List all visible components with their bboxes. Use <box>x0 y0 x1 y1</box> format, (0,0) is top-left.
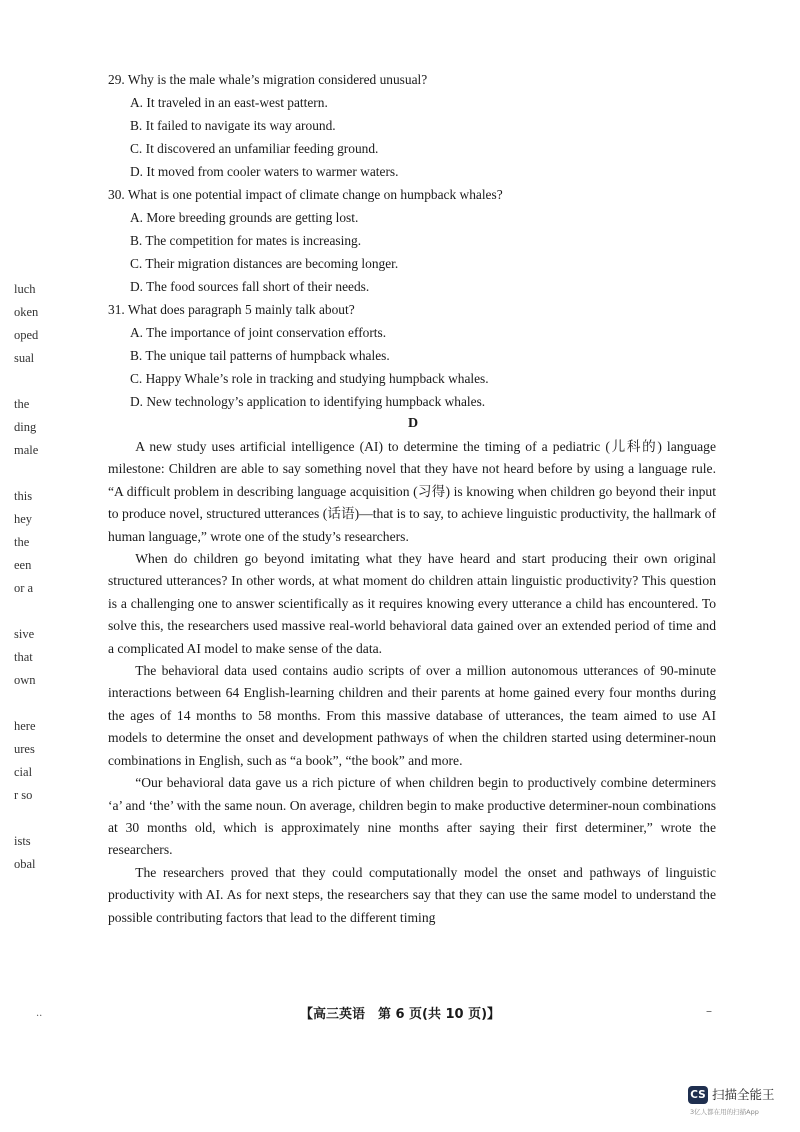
margin-fragment: here <box>14 719 36 733</box>
margin-fragment: ding <box>14 420 37 434</box>
margin-fragment: this <box>14 489 33 503</box>
option-d: D. New technology’s application to identifying humpback whales. <box>130 394 486 409</box>
option-d: D. It moved from cooler waters to warmer waters. <box>130 164 399 179</box>
margin-fragment: r so <box>14 788 33 802</box>
left-margin-fragments <box>14 278 48 876</box>
margin-fragment: that <box>14 650 33 664</box>
margin-fragment <box>14 600 48 623</box>
option-a: A. More breeding grounds are getting lost. <box>130 210 359 225</box>
paragraph-4: “Our behavioral data gave us a rich picture of when children begin to productively combine determiners ‘a’ and ‘the’ with the same noun. On average, children begin to make productive determiner-noun combinations at 30 months old, which is approximately nine months after saying their first determiner,” wrote the researchers. <box>108 775 716 858</box>
footer-left-mark: .. <box>36 1008 43 1019</box>
scanner-tagline: 3亿人都在用的扫描App <box>690 1108 759 1116</box>
section-title: D <box>407 416 419 431</box>
question-block <box>108 68 718 413</box>
page-footer: 【高三英语 第 6 页(共 10 页)】 <box>299 1007 501 1022</box>
option-c: C. It discovered an unfamiliar feeding ground. <box>130 141 379 156</box>
option-b: B. It failed to navigate its way around. <box>130 118 336 133</box>
margin-fragment: cial <box>14 765 33 779</box>
paragraph-3: The behavioral data used contains audio scripts of over a million autonomous utterances of 90-minute interactions between 64 English-learning children and their parents at home gained every four months during the ages of 14 months to 58 months. From this massive database of utterances, the team aimed to use AI models to determine the onset and development pathways of when the children started using determiner-noun combinations in English, such as “a book”, “the book” and more. <box>108 663 716 768</box>
question-31 <box>108 298 718 413</box>
margin-fragment: ures <box>14 742 35 756</box>
margin-fragment <box>14 370 48 393</box>
question-29 <box>108 68 718 183</box>
option-b: B. The competition for mates is increasing. <box>130 233 362 248</box>
footer-right-mark: – <box>706 1004 712 1018</box>
paragraph-5: The researchers proved that they could computationally model the onset and pathways of linguistic productivity with AI. As for next steps, the researchers say that they can use the same model to understand the possible contributing factors that lead to the different timing <box>108 864 716 925</box>
margin-fragment: obal <box>14 857 36 871</box>
margin-fragment: or a <box>14 581 34 595</box>
paragraph-2: When do children go beyond imitating what they have heard and start producing their own original structured utterances? In other words, at what moment do children attain linguistic productivity? This question is a challenging one to answer scientifically as it requires knowing every utterance a child has encountered. To solve this, the researchers used massive real-world behavioral data gained over an extended period of time and a complicated AI model to make sense of the data. <box>108 551 716 656</box>
reading-passage-d <box>108 436 716 929</box>
margin-fragment: oken <box>14 305 39 319</box>
option-a: A. The importance of joint conservation efforts. <box>130 325 387 340</box>
option-d: D. The food sources fall short of their needs. <box>130 279 370 294</box>
scanner-watermark <box>676 1086 796 1126</box>
question-stem: 30. What is one potential impact of climate change on humpback whales? <box>108 187 503 202</box>
question-stem: 31. What does paragraph 5 mainly talk about? <box>108 302 355 317</box>
question-stem: 29. Why is the male whale’s migration considered unusual? <box>108 72 428 87</box>
option-c: C. Their migration distances are becoming longer. <box>130 256 399 271</box>
scanner-app-name: 扫描全能王 <box>712 1087 775 1102</box>
margin-fragment: oped <box>14 328 39 342</box>
option-b: B. The unique tail patterns of humpback whales. <box>130 348 390 363</box>
margin-fragment <box>14 462 48 485</box>
margin-fragment: ists <box>14 834 31 848</box>
paragraph-1: A new study uses artificial intelligence (AI) to determine the timing of a pediatric (儿科的) language milestone: Children are able to say something novel that they have not heard before by using a language rule. “A difficult problem in describing language acquisition (习得) is knowing when children go beyond their input to produce novel, structured utterances (话语)—that is to say, to achieve linguistic productivity, the hallmark of human language,” wrote one of the study’s researchers. <box>108 439 716 544</box>
option-a: A. It traveled in an east-west pattern. <box>130 95 328 110</box>
margin-fragment: own <box>14 673 36 687</box>
margin-fragment <box>14 692 48 715</box>
margin-fragment: sual <box>14 351 35 365</box>
camscanner-icon: CS <box>688 1086 708 1104</box>
margin-fragment: the <box>14 535 30 549</box>
margin-fragment: sive <box>14 627 35 641</box>
option-c: C. Happy Whale’s role in tracking and studying humpback whales. <box>130 371 489 386</box>
question-30 <box>108 183 718 298</box>
margin-fragment <box>14 807 48 830</box>
margin-fragment: male <box>14 443 39 457</box>
margin-fragment: the <box>14 397 30 411</box>
margin-fragment: hey <box>14 512 33 526</box>
margin-fragment: een <box>14 558 32 572</box>
margin-fragment: luch <box>14 282 36 296</box>
